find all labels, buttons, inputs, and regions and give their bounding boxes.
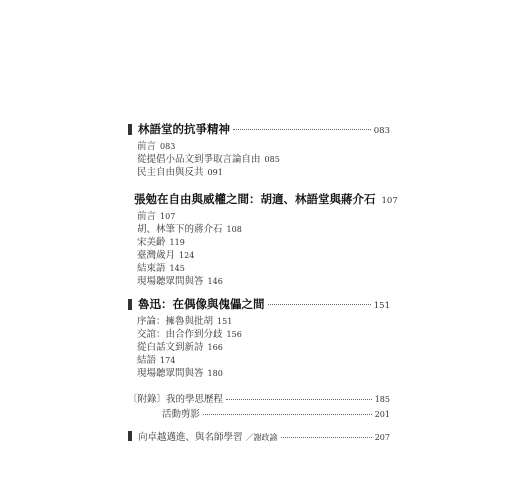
section-page-number: 083: [373, 126, 390, 136]
dot-leader: [233, 129, 371, 130]
toc-item: [137, 339, 223, 353]
closing-author: ／謝政諭: [245, 433, 278, 442]
toc-item: [137, 273, 223, 287]
toc-section-heading: [128, 296, 390, 312]
appendix-sub-page-number: 201: [374, 410, 390, 419]
appendix-entry: [128, 391, 390, 405]
closing-title: 向卓越邁進、與名師學習: [138, 432, 243, 443]
section-title: 林語堂的抗爭精神: [138, 122, 230, 136]
appendix-sub-label: 活動剪影: [162, 409, 201, 420]
toc-item-page: 091: [207, 168, 223, 177]
toc-item-text: 宋美齡: [137, 237, 166, 248]
toc-item-text: 結束語: [137, 263, 166, 274]
toc-item-text: 從白話文到新詩: [137, 342, 204, 353]
toc-item-page: 166: [207, 343, 223, 352]
section-page-number: 107: [381, 196, 398, 206]
toc-item: [137, 151, 280, 165]
toc-item-page: 145: [169, 264, 185, 273]
toc-item-text: 結語: [137, 355, 157, 366]
toc-item: [137, 221, 242, 235]
dot-leader: [203, 414, 372, 415]
toc-item-text: 現場聽眾問與答: [137, 276, 204, 287]
toc-item-text: 前言: [137, 141, 157, 152]
dot-leader: [226, 399, 372, 400]
toc-item: [137, 326, 242, 340]
toc-item: [137, 138, 175, 152]
toc-item-text: 胡、林筆下的蔣介石: [137, 224, 223, 235]
toc-item-page: 124: [179, 251, 195, 260]
closing-page-number: 207: [374, 433, 390, 442]
toc-item-page: 083: [160, 142, 176, 151]
toc-item-page: 151: [217, 317, 233, 326]
section-marker: [128, 431, 132, 441]
toc-section-heading: [128, 191, 398, 207]
toc-item: [137, 208, 175, 222]
toc-item: [137, 247, 194, 261]
toc-item-text: 交誼：由合作到分歧: [137, 329, 223, 340]
toc-item-text: 現場聽眾問與答: [137, 368, 204, 379]
toc-item: [137, 352, 175, 366]
toc-item: [137, 164, 223, 178]
toc-item-page: 107: [160, 212, 176, 221]
toc-item: [137, 365, 223, 379]
toc-item-text: 序論：擁魯與批胡: [137, 316, 214, 327]
toc-item-page: 119: [169, 238, 185, 247]
appendix-label: 〔附錄〕我的學思歷程: [128, 394, 224, 405]
toc-item-page: 180: [207, 369, 223, 378]
toc-item-page: 108: [226, 225, 242, 234]
toc-item-page: 174: [160, 356, 176, 365]
dot-leader: [268, 304, 371, 305]
toc-item-text: 臺灣歲月: [137, 250, 176, 261]
section-title: 張勉在自由與威權之間：胡適、林語堂與蔣介石: [134, 192, 376, 206]
toc-item-text: 前言: [137, 211, 157, 222]
toc-item-text: 民主自由與反共: [137, 167, 204, 178]
closing-entry: [128, 429, 390, 443]
toc-item-text: 從提倡小品文到爭取言論自由: [137, 154, 261, 165]
dot-leader: [281, 437, 372, 438]
toc-section-heading: [128, 121, 390, 137]
toc-item-page: 146: [207, 277, 223, 286]
appendix-page-number: 185: [374, 395, 390, 404]
section-page-number: 151: [373, 301, 390, 311]
toc-item-page: 085: [264, 155, 280, 164]
toc-item: [137, 234, 185, 248]
toc-item-page: 156: [226, 330, 242, 339]
section-marker: [128, 124, 132, 135]
appendix-sub-entry: [162, 406, 390, 420]
toc-item: [137, 313, 232, 327]
section-marker: [128, 299, 132, 310]
toc-item: [137, 260, 185, 274]
section-title: 魯迅：在偶像與傀儡之間: [138, 297, 265, 311]
